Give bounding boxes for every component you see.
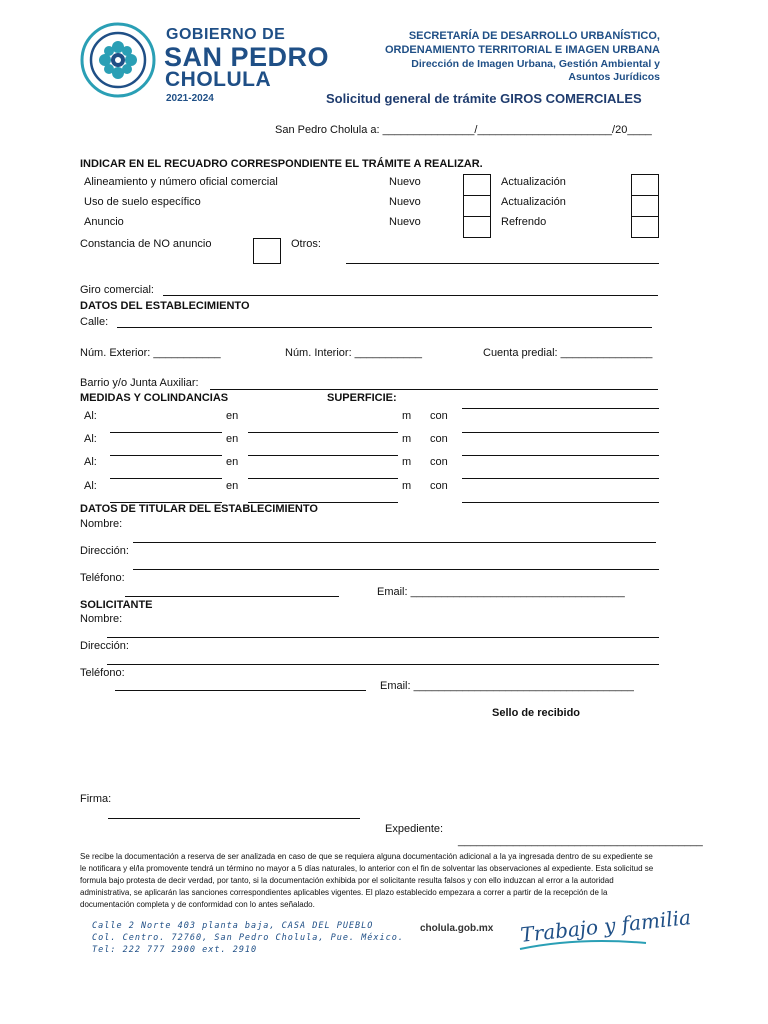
- medida-en-label: en: [226, 410, 239, 422]
- otros-field[interactable]: [346, 263, 659, 264]
- cuenta-predial[interactable]: Cuenta predial: _______________: [483, 347, 653, 359]
- medidas-heading: MEDIDAS Y COLINDANCIAS: [80, 392, 229, 404]
- tramite-row-opt1: Nuevo: [389, 216, 421, 228]
- medida-al-label: Al:: [84, 480, 97, 492]
- footer-website[interactable]: cholula.gob.mx: [420, 923, 494, 934]
- checkbox-nuevo-3[interactable]: [463, 216, 491, 238]
- expediente-field[interactable]: ________________________________________: [458, 835, 703, 847]
- footer-address-3: Tel: 222 777 2900 ext. 2910: [92, 945, 258, 955]
- medida-con-field[interactable]: [462, 502, 659, 503]
- solicitante-direccion-field[interactable]: [107, 664, 659, 665]
- giro-field[interactable]: [163, 295, 658, 296]
- form-title: Solicitud general de trámite GIROS COMERCIALES: [326, 91, 642, 106]
- titular-nombre-field[interactable]: [133, 542, 656, 543]
- firma-field[interactable]: [108, 818, 360, 819]
- titular-telefono-field[interactable]: [125, 596, 339, 597]
- logo-years: 2021-2024: [166, 93, 214, 104]
- solicitante-telefono-field[interactable]: [115, 690, 366, 691]
- medida-al-label: Al:: [84, 433, 97, 445]
- footer-slogan: Trabajo y familia: [519, 905, 693, 947]
- checkbox-nuevo-2[interactable]: [463, 195, 491, 217]
- medida-con-label: con: [430, 410, 448, 422]
- medida-metros-field[interactable]: [248, 455, 398, 456]
- solicitante-telefono-label: Teléfono:: [80, 667, 125, 679]
- solicitante-email[interactable]: Email: ____________________________________: [380, 680, 634, 692]
- barrio-label: Barrio y/o Junta Auxiliar:: [80, 377, 199, 389]
- medida-al-field[interactable]: [110, 478, 222, 479]
- superficie-heading: SUPERFICIE:: [327, 392, 397, 404]
- medida-en-label: en: [226, 433, 239, 445]
- tramite-row-label: Alineamiento y número oficial comercial: [84, 176, 278, 188]
- calle-field[interactable]: [117, 327, 652, 328]
- constancia-label: Constancia de NO anuncio: [80, 238, 212, 250]
- medida-m-label: m: [402, 433, 412, 445]
- calle-label: Calle:: [80, 316, 109, 328]
- medida-con-field[interactable]: [462, 455, 659, 456]
- barrio-field[interactable]: [210, 389, 658, 390]
- dept-line2: ORDENAMIENTO TERRITORIAL E IMAGEN URBANA: [384, 44, 660, 56]
- dept-line4: Asuntos Jurídicos: [568, 71, 660, 83]
- establecimiento-heading: DATOS DEL ESTABLECIMIENTO: [80, 300, 250, 312]
- otros-label: Otros:: [291, 238, 321, 250]
- medida-m-label: m: [402, 480, 412, 492]
- expediente-label: Expediente:: [385, 823, 444, 835]
- num-exterior[interactable]: Núm. Exterior: ___________: [80, 347, 221, 359]
- tramite-heading: INDICAR EN EL RECUADRO CORRESPONDIENTE EL TRÁMITE A REALIZAR.: [80, 158, 483, 170]
- medida-en-label: en: [226, 480, 239, 492]
- tramite-row-opt2: Refrendo: [501, 216, 547, 228]
- footer-address-1: Calle 2 Norte 403 planta baja, CASA DEL PUEBLO: [92, 921, 374, 931]
- sello-label: Sello de recibido: [492, 707, 581, 719]
- date-line: San Pedro Cholula a: _______________/______________________/20____: [275, 124, 652, 136]
- tramite-row-opt2: Actualización: [501, 176, 566, 188]
- medida-con-field[interactable]: [462, 478, 659, 479]
- checkbox-actualizacion-1[interactable]: [631, 174, 659, 196]
- titular-direccion-label: Dirección:: [80, 545, 129, 557]
- medida-m-label: m: [402, 410, 412, 422]
- tramite-row-opt1: Nuevo: [389, 176, 421, 188]
- checkbox-refrendo[interactable]: [631, 216, 659, 238]
- medida-metros-field[interactable]: [248, 478, 398, 479]
- medida-m-label: m: [402, 456, 412, 468]
- medida-con-field[interactable]: [462, 432, 659, 433]
- titular-telefono-label: Teléfono:: [80, 572, 125, 584]
- flower-emblem-icon: [78, 20, 158, 100]
- logo-line2: SAN PEDRO: [164, 42, 330, 72]
- firma-label: Firma:: [80, 793, 112, 805]
- government-logo: [78, 20, 158, 100]
- slogan-underline-icon: [518, 935, 648, 955]
- medida-al-label: Al:: [84, 456, 97, 468]
- solicitante-heading: SOLICITANTE: [80, 599, 153, 611]
- giro-label: Giro comercial:: [80, 284, 154, 296]
- solicitante-nombre-field[interactable]: [107, 637, 659, 638]
- solicitante-direccion-label: Dirección:: [80, 640, 129, 652]
- medida-en-label: en: [226, 456, 239, 468]
- dept-line1: SECRETARÍA DE DESARROLLO URBANÍSTICO,: [408, 30, 660, 42]
- medida-con-label: con: [430, 456, 448, 468]
- superficie-field[interactable]: [462, 408, 659, 409]
- legal-notice: Se recibe la documentación a reserva de ser analizada en caso de que se requiera alguna documentación adicional a la ya ingresada dentro de su expediente se le notificara y el/la promovente tendrá un término no mayor a 5 días naturales, lo anterior con el fin de solventar las observaciones al expediente. Esta solicitud se formula bajo protesta de decir verdad, por tanto, si la documentación exhibida por el solicitante resulta falsos y con ello induzcan al error a la autoridad administrativa, se aplicarán las sanciones correspondientes aplicables vigentes. El plazo establecido empezara a correr a partir de la recepción de la documentación completa y de conformidad con lo antes señalado.: [80, 852, 654, 909]
- solicitante-nombre-label: Nombre:: [80, 613, 123, 625]
- checkbox-nuevo-1[interactable]: [463, 174, 491, 196]
- medida-al-field[interactable]: [110, 432, 222, 433]
- medida-con-label: con: [430, 480, 448, 492]
- tramite-row-label: Uso de suelo específico: [84, 196, 201, 208]
- dept-line3: Dirección de Imagen Urbana, Gestión Ambiental y: [411, 58, 660, 70]
- titular-nombre-label: Nombre:: [80, 518, 123, 530]
- checkbox-constancia[interactable]: [253, 238, 281, 264]
- tramite-row-opt1: Nuevo: [389, 196, 421, 208]
- titular-email[interactable]: Email: ___________________________________: [377, 586, 625, 598]
- footer-address-2: Col. Centro. 72760, San Pedro Cholula, Pue. México.: [92, 933, 404, 943]
- titular-direccion-field[interactable]: [133, 569, 659, 570]
- medida-con-label: con: [430, 433, 448, 445]
- titular-heading: DATOS DE TITULAR DEL ESTABLECIMIENTO: [80, 503, 318, 515]
- checkbox-actualizacion-2[interactable]: [631, 195, 659, 217]
- num-interior[interactable]: Núm. Interior: ___________: [285, 347, 422, 359]
- medida-metros-field[interactable]: [248, 432, 398, 433]
- medida-al-label: Al:: [84, 410, 97, 422]
- logo-line1: GOBIERNO DE: [166, 26, 286, 43]
- tramite-row-label: Anuncio: [84, 216, 124, 228]
- tramite-row-opt2: Actualización: [501, 196, 566, 208]
- medida-al-field[interactable]: [110, 455, 222, 456]
- logo-line3: CHOLULA: [165, 68, 272, 91]
